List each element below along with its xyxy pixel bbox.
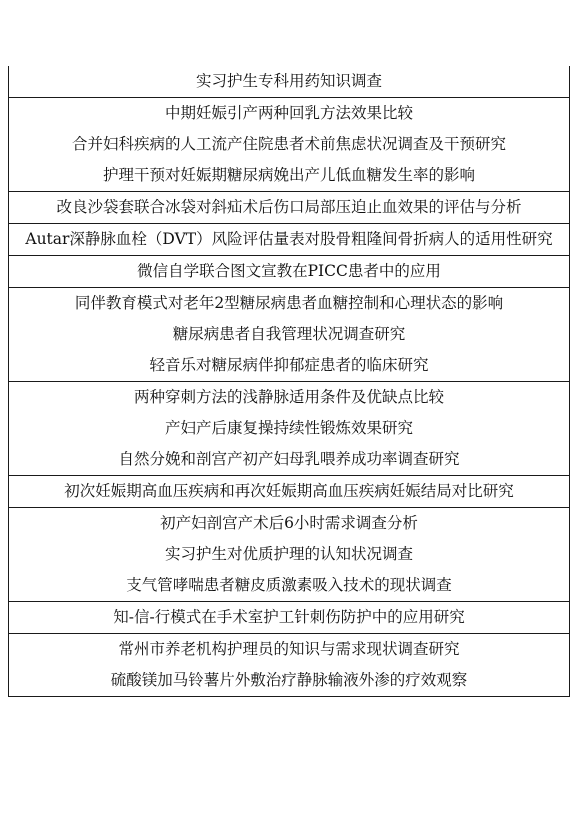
topic-title: 合并妇科疾病的人工流产住院患者术前焦虑状况调查及干预研究 (71, 135, 506, 153)
table-cell (9, 192, 570, 224)
table-row (9, 288, 570, 382)
table-cell (9, 98, 570, 192)
table-row (9, 98, 570, 192)
research-topics-table (8, 66, 570, 697)
topic-title: 两种穿刺方法的浅静脉适用条件及优缺点比较 (133, 388, 444, 406)
table-body (9, 66, 570, 697)
table-cell (9, 602, 570, 634)
table-cell (9, 256, 570, 288)
table-row (9, 224, 570, 256)
table-row (9, 602, 570, 634)
table-cell (9, 288, 570, 382)
table-row (9, 256, 570, 288)
table-cell (9, 634, 570, 697)
topic-title: 知-信-行模式在手术室护工针刺伤防护中的应用研究 (113, 608, 465, 626)
table-row (9, 634, 570, 697)
table-cell (9, 508, 570, 602)
topic-title: 微信自学联合图文宣教在PICC患者中的应用 (137, 262, 441, 280)
table-cell (9, 66, 570, 98)
topic-title: 糖尿病患者自我管理状况调查研究 (172, 325, 406, 343)
topic-title: 初产妇剖宫产术后6小时需求调查分析 (160, 514, 418, 532)
table-row (9, 508, 570, 602)
topic-title: 硫酸镁加马铃薯片外敷治疗静脉输液外渗的疗效观察 (110, 671, 468, 689)
topic-title: Autar深静脉血栓（DVT）风险评估量表对股骨粗隆间骨折病人的适用性研究 (25, 230, 553, 248)
topic-title: 同伴教育模式对老年2型糖尿病患者血糖控制和心理状态的影响 (74, 294, 504, 312)
topic-title: 中期妊娠引产两种回乳方法效果比较 (164, 104, 413, 122)
topic-title: 初次妊娠期高血压疾病和再次妊娠期高血压疾病妊娠结局对比研究 (64, 482, 514, 500)
table-row (9, 192, 570, 224)
topic-title: 实习护生专科用药知识调查 (195, 72, 382, 90)
topic-title: 轻音乐对糖尿病伴抑郁症患者的临床研究 (149, 356, 429, 374)
table-cell (9, 476, 570, 508)
table-cell (9, 224, 570, 256)
topic-title: 支气管哮喘患者糖皮质激素吸入技术的现状调查 (126, 576, 452, 594)
topic-title: 产妇产后康复操持续性锻炼效果研究 (164, 419, 413, 437)
table-row (9, 476, 570, 508)
table-row (9, 66, 570, 98)
table-row (9, 382, 570, 476)
topic-title: 实习护生对优质护理的认知状况调查 (164, 545, 413, 563)
topic-title: 常州市养老机构护理员的知识与需求现状调查研究 (118, 640, 460, 658)
table-cell (9, 382, 570, 476)
topic-title: 自然分娩和剖宫产初产妇母乳喂养成功率调查研究 (118, 450, 460, 468)
topic-title: 护理干预对妊娠期糖尿病娩出产儿低血糖发生率的影响 (102, 166, 475, 184)
topic-title: 改良沙袋套联合冰袋对斜疝术后伤口局部压迫止血效果的评估与分析 (56, 198, 522, 216)
